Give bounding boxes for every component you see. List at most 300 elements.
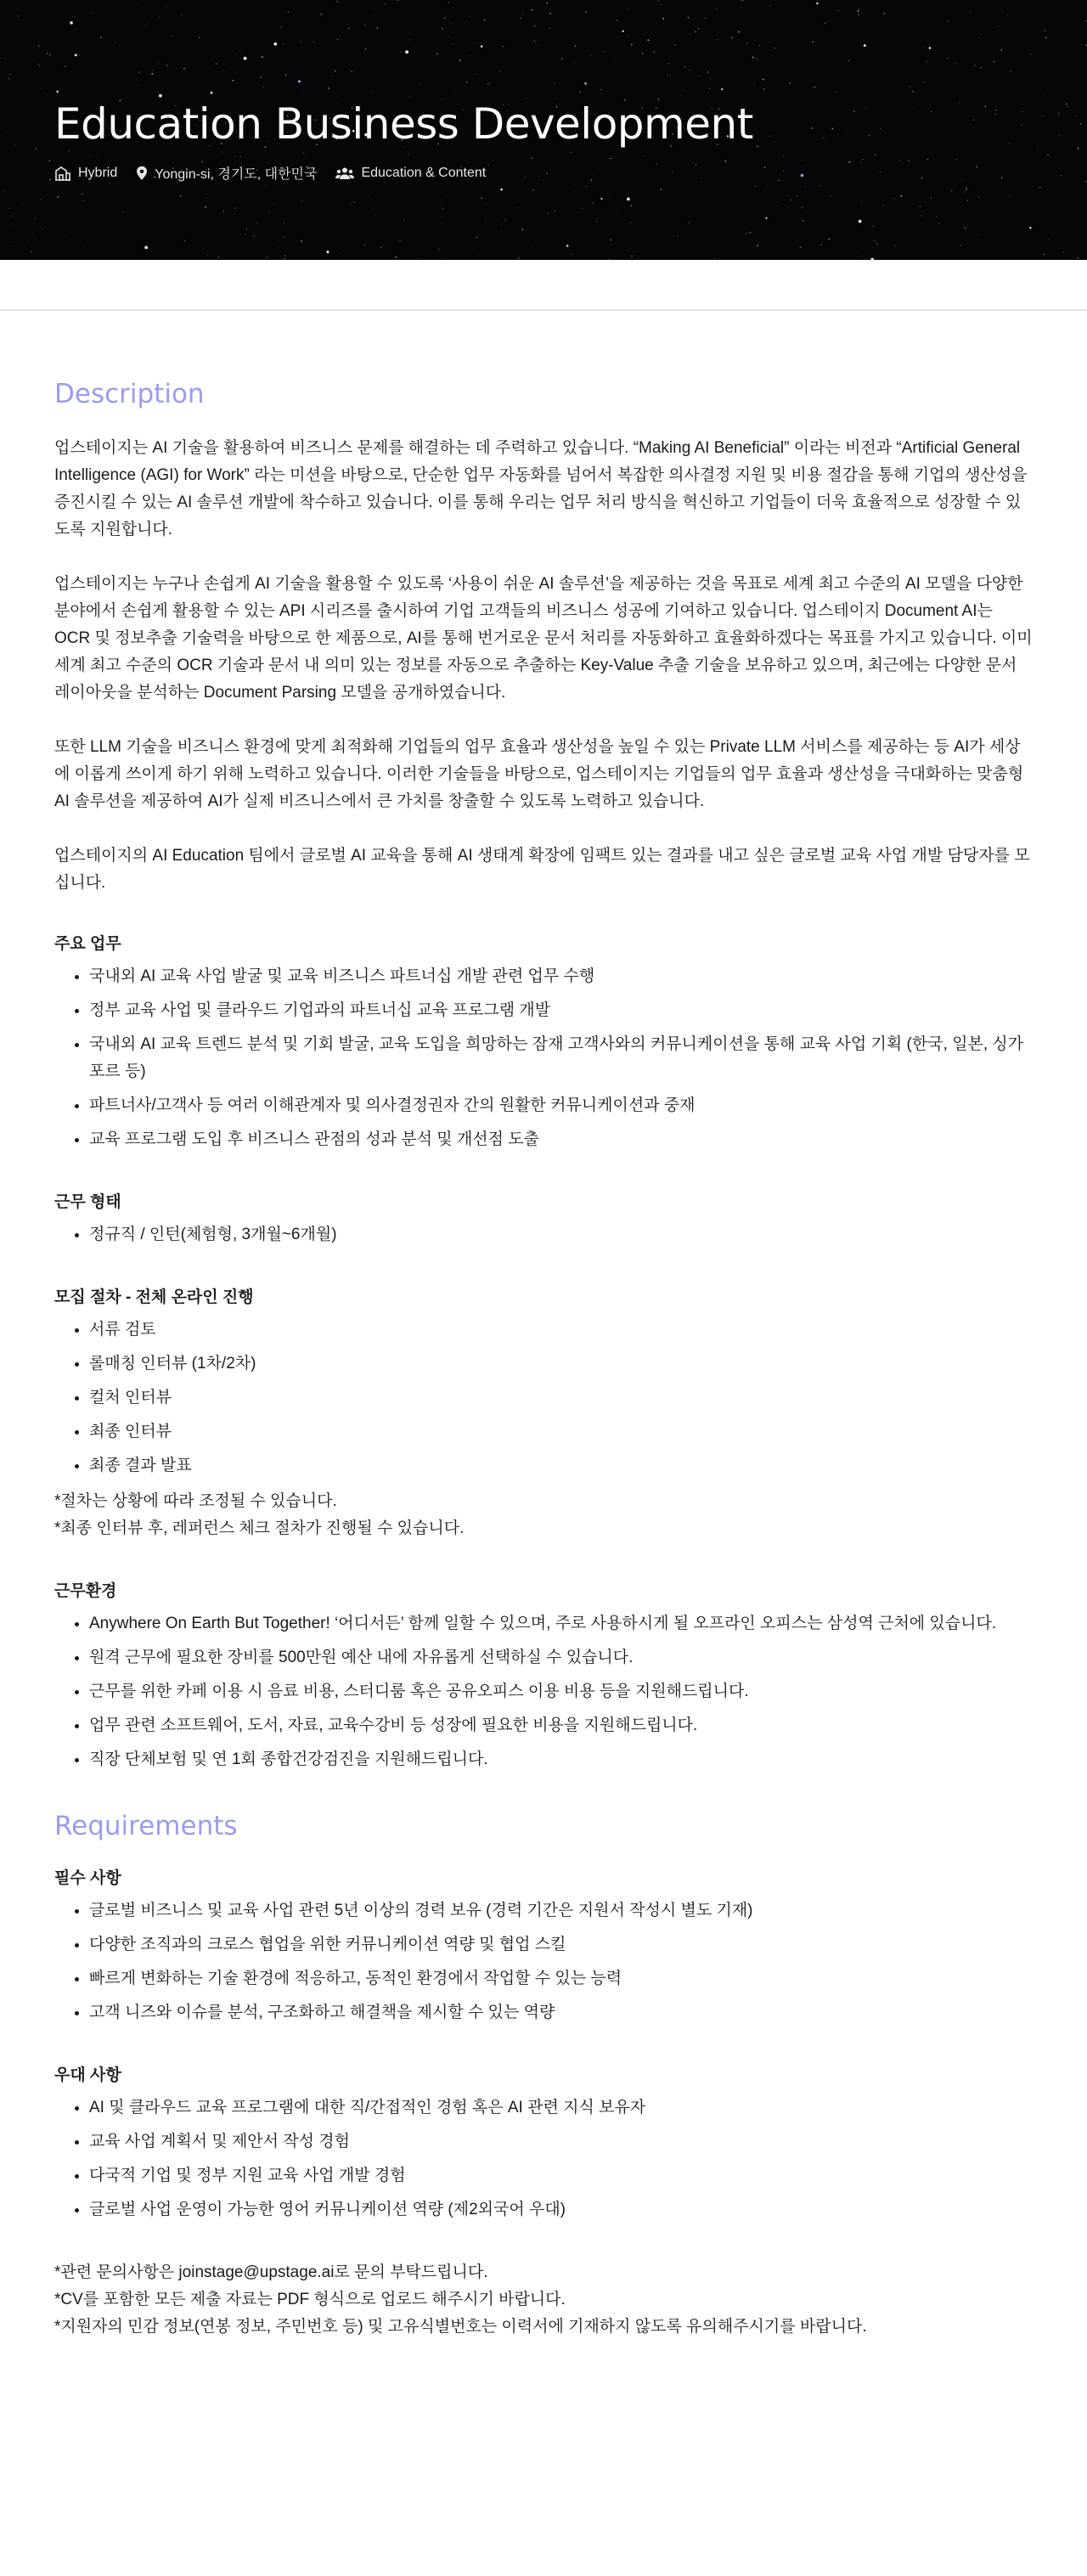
star <box>1009 196 1010 197</box>
star <box>262 56 263 58</box>
star <box>695 31 696 33</box>
requirements-heading: Requirements <box>54 1811 238 1841</box>
star <box>627 198 630 201</box>
star <box>927 159 929 161</box>
star <box>1043 94 1044 95</box>
star <box>654 52 655 53</box>
star <box>396 256 397 258</box>
star <box>337 38 339 40</box>
list-item: • 파트너사/고객사 등 여러 이해관계자 및 의사결정권자 간의 원활한 커뮤니케이션과 중재 <box>89 1092 1033 1119</box>
star <box>657 0 658 1</box>
list-item: • 정부 교육 사업 및 클라우드 기업과의 파트너십 교육 프로그램 개발 <box>89 997 1033 1024</box>
star <box>710 78 711 79</box>
star <box>900 195 902 197</box>
list-item: • AI 및 클라우드 교육 프로그램에 대한 직/간접적인 경험 혹은 AI 관련 지식 보유자 <box>89 2094 1033 2122</box>
star <box>714 258 715 259</box>
star <box>630 222 631 223</box>
star <box>848 60 850 62</box>
star <box>668 63 670 65</box>
star <box>765 217 767 219</box>
star <box>923 47 924 48</box>
star <box>399 240 401 242</box>
star <box>954 125 955 126</box>
star <box>49 54 51 56</box>
required-list <box>54 1897 1033 2026</box>
star <box>4 191 5 192</box>
star <box>532 246 533 247</box>
star <box>763 88 765 90</box>
star <box>814 87 815 88</box>
star <box>802 160 803 161</box>
star <box>912 91 914 93</box>
star <box>767 184 768 185</box>
star <box>501 223 502 224</box>
list-item: • 다양한 조직과의 크로스 협업을 위한 커뮤니케이션 역량 및 협업 스킬 <box>89 1931 1033 1959</box>
star <box>853 111 854 112</box>
star <box>795 142 796 143</box>
star <box>469 16 470 17</box>
star <box>870 258 874 260</box>
star <box>34 218 36 220</box>
star <box>600 198 602 200</box>
star <box>514 256 515 257</box>
description-heading: Description <box>54 379 205 409</box>
star <box>268 211 269 212</box>
description-paragraph: 업스테이지는 누구나 손쉽게 AI 기술을 활용할 수 있도록 ‘사용이 쉬운 AI 솔루션’을 제공하는 것을 목표로 세계 최고 수준의 AI 모델을 다양한 분야에서 손쉽게 활용할 수 있는 API 시리즈를 출시하여 기업 고객들의 비즈니스 성공에 기여하고 있습니다. 업스테이지 Document AI는 OCR 및 정보추출 기술력을 바탕으로 한 제품으로, AI를 통해 번거로운 문서 처리를 자동화하고 효율화하겠다는 목표를 가지고 있습니다. 이미 세계 최고 수준의 OCR 기술과 문서 내 의미 있는 정보를 자동으로 추출하는 Key-Value 추출 기술을 보유하고 있으며, 최근에는 다양한 문서 레이아웃을 분석하는 Document Parsing 모델을 공개하였습니다. <box>54 575 1033 702</box>
star <box>436 54 438 55</box>
star <box>504 220 505 221</box>
list-item: • 국내외 AI 교육 사업 발굴 및 교육 비즈니스 파트너십 개발 관련 업무 수행 <box>89 963 1033 990</box>
star <box>473 42 474 43</box>
star <box>283 43 284 44</box>
application-note: *관련 문의사항은 joinstage@upstage.ai로 문의 부탁드립니다. <box>54 2263 488 2281</box>
star <box>880 128 881 130</box>
star <box>789 82 791 84</box>
star <box>609 195 610 196</box>
star <box>144 245 148 249</box>
star <box>755 185 756 186</box>
star <box>180 195 181 196</box>
star <box>380 247 382 249</box>
star <box>151 73 153 75</box>
star <box>1058 112 1059 113</box>
star <box>575 45 576 46</box>
star <box>1077 257 1078 258</box>
star <box>230 68 231 69</box>
star <box>580 92 581 93</box>
star <box>838 10 839 11</box>
star <box>65 236 66 237</box>
star <box>336 1 338 3</box>
environment-list <box>54 1610 1033 1773</box>
star <box>600 89 601 90</box>
star <box>33 45 34 46</box>
star <box>470 55 471 56</box>
star <box>183 68 185 70</box>
star <box>364 245 366 246</box>
star <box>353 201 355 203</box>
star <box>199 37 200 38</box>
star <box>145 25 147 27</box>
star <box>418 258 419 259</box>
star <box>914 107 915 108</box>
star <box>661 189 662 190</box>
star <box>998 25 999 26</box>
star <box>266 185 267 186</box>
star <box>1045 37 1047 38</box>
star <box>875 240 876 241</box>
star <box>1044 254 1045 255</box>
star <box>487 203 488 204</box>
star <box>973 119 974 120</box>
application-note: *지원자의 민감 정보(연봉 정보, 주민번호 등) 및 고유식별번호는 이력서에 기재하지 않도록 유의해주시기를 바랍니다. <box>54 2318 867 2336</box>
star <box>1042 115 1043 116</box>
list-item: • 컬처 인터뷰 <box>89 1384 1033 1412</box>
star <box>351 70 352 72</box>
star <box>284 255 285 256</box>
star <box>49 160 51 161</box>
hero-banner <box>0 0 1087 260</box>
star <box>778 180 780 182</box>
star <box>981 67 983 69</box>
star <box>707 71 709 73</box>
star <box>364 25 366 26</box>
star <box>1059 135 1060 136</box>
star <box>245 234 246 235</box>
star <box>40 199 41 200</box>
star <box>540 201 541 202</box>
star <box>285 74 286 75</box>
header-divider-bar <box>0 260 1087 311</box>
star <box>481 45 483 48</box>
meta-workplace-label: Hybrid <box>78 165 118 180</box>
star <box>611 241 612 242</box>
description-paragraph: 또한 LLM 기술을 비즈니스 환경에 맞게 최적화해 기업들의 업무 효율과 생산성을 높일 수 있는 Private LLM 서비스를 제공하는 등 AI가 세상에 이롭게 쓰이게 하기 위해 노력하고 있습니다. 이러한 기술들을 바탕으로, 업스테이지는 기업들의 업무 효율과 생산성을 극대화하는 맞춤형 AI 솔루션을 제공하여 AI가 실제 비즈니스에서 큰 가치를 창출할 수 있도록 노력하고 있습니다. <box>54 738 1024 810</box>
star <box>783 171 784 172</box>
star <box>1039 187 1040 188</box>
star <box>453 89 454 90</box>
star <box>368 196 369 197</box>
star <box>801 174 804 178</box>
star <box>401 51 402 52</box>
meta-team <box>335 166 486 181</box>
star <box>858 9 859 11</box>
star <box>929 47 932 49</box>
star <box>622 31 624 32</box>
list-item: • 빠르게 변화하는 기술 환경에 적응하고, 동적인 환경에서 작업할 수 있는 능력 <box>89 1965 1033 1993</box>
star <box>232 80 234 82</box>
star <box>931 110 932 111</box>
star <box>8 208 9 209</box>
list-item: • 업무 관련 소프트웨어, 도서, 자료, 교육수강비 등 성장에 필요한 비용을 지원해드립니다. <box>89 1712 1033 1739</box>
process-notes <box>54 1488 1033 1542</box>
star <box>805 191 806 192</box>
star <box>451 22 452 23</box>
star <box>689 222 690 223</box>
list-item: • 고객 니즈와 이슈를 분석, 구조화하고 해결책을 제시할 수 있는 역량 <box>89 1999 1033 2026</box>
star <box>642 53 644 54</box>
star <box>566 245 568 246</box>
star <box>763 79 764 81</box>
star <box>301 200 302 201</box>
star <box>9 74 10 75</box>
star <box>1063 252 1064 253</box>
star <box>171 35 172 36</box>
star <box>534 41 536 42</box>
star <box>246 228 247 229</box>
job-meta <box>54 163 753 183</box>
star <box>75 54 77 56</box>
star <box>631 44 633 46</box>
star <box>12 216 13 217</box>
star <box>672 63 673 64</box>
star <box>849 161 851 163</box>
star <box>326 251 329 253</box>
star <box>951 190 953 192</box>
star <box>184 240 185 241</box>
list-item: • 최종 결과 발표 <box>89 1452 1033 1480</box>
star <box>661 4 662 5</box>
star <box>410 40 411 41</box>
star <box>234 208 235 209</box>
star <box>481 198 482 200</box>
list-item: • 직장 단체보험 및 연 1회 종합건강검진을 지원해드립니다. <box>89 1746 1033 1773</box>
star <box>604 51 605 52</box>
star <box>1048 239 1049 240</box>
star <box>574 191 575 192</box>
star <box>448 2 449 3</box>
star <box>157 61 158 62</box>
star <box>869 135 870 136</box>
star <box>70 21 73 25</box>
star <box>549 28 550 30</box>
process-heading: 모집 절차 - 전체 온라인 진행 <box>54 1288 254 1306</box>
star <box>260 76 262 78</box>
star <box>966 188 967 189</box>
star <box>500 189 503 191</box>
star <box>518 257 519 258</box>
meta-team-label: Education & Content <box>361 165 487 180</box>
meta-location <box>136 163 317 183</box>
star <box>974 65 976 66</box>
star <box>267 256 268 257</box>
star <box>947 20 949 22</box>
star <box>159 17 160 18</box>
star <box>573 62 574 63</box>
star <box>593 202 594 203</box>
star <box>207 255 208 256</box>
star <box>628 36 629 37</box>
star <box>857 10 859 12</box>
star <box>570 251 571 252</box>
star <box>923 217 924 218</box>
duties-list <box>54 963 1033 1153</box>
star <box>647 39 649 41</box>
star <box>31 251 32 253</box>
star <box>39 65 40 66</box>
star <box>532 189 534 191</box>
star <box>1080 123 1081 124</box>
preferred-list <box>54 2094 1033 2224</box>
star <box>1007 14 1008 15</box>
star <box>375 215 376 216</box>
duties-heading: 주요 업무 <box>54 935 121 953</box>
star <box>211 92 213 94</box>
star <box>684 66 685 67</box>
star <box>873 225 875 227</box>
star <box>978 196 979 197</box>
star <box>13 245 14 246</box>
star <box>746 42 747 43</box>
star <box>301 240 302 242</box>
star <box>548 213 549 214</box>
star <box>438 249 439 250</box>
star <box>122 211 123 212</box>
star <box>698 28 699 29</box>
star <box>47 53 48 54</box>
star <box>328 87 329 89</box>
star <box>1078 148 1079 149</box>
star <box>753 83 754 84</box>
star <box>812 127 813 128</box>
star <box>1058 114 1059 115</box>
star <box>617 213 618 214</box>
star <box>836 91 837 93</box>
star <box>786 80 787 81</box>
list-item: • 근무를 위한 카페 이용 시 음료 비용, 스터디룸 혹은 공유오피스 이용 비용 등을 지원해드립니다. <box>89 1678 1033 1705</box>
list-item: • 국내외 AI 교육 트렌드 분석 및 기회 발굴, 교육 도입을 희망하는 잠재 고객사와의 커뮤니케이션을 통해 교육 사업 기획 (한국, 일본, 싱가포르 등) <box>89 1031 1033 1085</box>
star <box>596 221 597 222</box>
star <box>82 200 83 201</box>
description-paragraph: 업스테이지는 AI 기술을 활용하여 비즈니스 문제를 해결하는 데 주력하고 있습니다. “Making AI Beneficial” 이라는 비전과 “Artificial General Intelligence (AGI) for Work” 라는 미션을 바탕으로, 단순한 업무 자동화를 넘어서 복잡한 의사결정 지원 및 비용 절감을 통해 기업의 생산성을 증진시킬 수 있는 AI 솔루션 개발에 착수하고 있습니다. 이를 통해 우리는 업무 처리 방식을 혁신하고 기업들이 더욱 효율적으로 성장할 수 있도록 지원합니다. <box>54 439 1028 538</box>
star <box>365 48 367 50</box>
list-item: • 교육 사업 계획서 및 제안서 작성 경험 <box>89 2128 1033 2156</box>
star <box>537 45 538 46</box>
star <box>859 220 862 223</box>
star <box>522 13 523 14</box>
star <box>1021 124 1022 125</box>
star <box>931 198 932 199</box>
star <box>138 71 139 72</box>
star <box>56 91 58 93</box>
star <box>459 59 460 60</box>
star <box>598 87 599 88</box>
star <box>584 82 587 85</box>
star <box>348 28 350 30</box>
star <box>1001 49 1003 51</box>
star <box>625 78 626 79</box>
star <box>750 232 751 233</box>
star <box>741 0 743 1</box>
star <box>738 31 740 33</box>
star <box>590 55 591 56</box>
star <box>120 45 121 46</box>
star <box>864 44 866 47</box>
star <box>966 200 968 201</box>
list-item: • Anywhere On Earth But Together! ‘어디서든’ 함께 일할 수 있으며, 주로 사용하시게 될 오프라인 오피스는 삼성역 근처에 있습니다. <box>89 1610 1033 1637</box>
star <box>444 18 446 20</box>
star <box>667 74 668 75</box>
star <box>300 41 301 42</box>
star <box>384 3 385 4</box>
star <box>22 203 23 204</box>
star <box>829 239 831 240</box>
building-icon <box>54 166 71 181</box>
star <box>994 61 995 63</box>
application-note: *CV를 포함한 모든 제출 자료는 PDF 형식으로 업로드 해주시기 바랍니다. <box>54 2291 566 2308</box>
star <box>956 159 957 160</box>
star <box>376 28 377 29</box>
star <box>909 86 910 87</box>
star <box>244 57 247 60</box>
star <box>502 46 503 47</box>
star <box>35 148 36 149</box>
process-list <box>54 1316 1033 1480</box>
hero-content <box>54 95 753 183</box>
star <box>938 223 939 224</box>
star <box>662 18 664 20</box>
star <box>1009 143 1010 144</box>
list-item: • 롤매칭 인터뷰 (1차/2차) <box>89 1350 1033 1378</box>
star <box>816 3 818 4</box>
star <box>84 247 85 248</box>
star <box>756 58 757 59</box>
star <box>961 180 962 181</box>
star <box>18 16 19 17</box>
employment-heading: 근무 형태 <box>54 1193 121 1211</box>
star <box>862 159 863 160</box>
star <box>298 80 301 82</box>
location-pin-icon <box>136 166 148 181</box>
list-item: • 글로벌 사업 운영이 가능한 영어 커뮤니케이션 역량 (제2외국어 우대) <box>89 2196 1033 2224</box>
star <box>239 50 240 51</box>
star <box>616 62 617 63</box>
star <box>281 26 283 28</box>
star <box>8 78 9 79</box>
star <box>705 18 707 20</box>
star <box>933 165 934 166</box>
star <box>11 225 12 226</box>
star <box>518 207 519 208</box>
process-note: *최종 인터뷰 후, 레퍼런스 체크 절차가 진행될 수 있습니다. <box>54 1519 465 1537</box>
star <box>321 14 323 15</box>
star <box>846 132 847 133</box>
star <box>218 256 219 257</box>
star <box>608 259 609 260</box>
star <box>38 45 40 47</box>
star <box>920 206 921 207</box>
list-item: • 원격 근무에 필요한 장비를 500만원 예산 내에 자유롭게 선택하실 수 있습니다. <box>89 1644 1033 1671</box>
star <box>800 246 802 248</box>
star <box>281 210 282 211</box>
star <box>476 74 477 75</box>
star <box>858 14 859 15</box>
star <box>57 196 59 198</box>
star <box>28 240 29 241</box>
star <box>1061 175 1062 176</box>
star <box>678 236 679 237</box>
star <box>860 162 861 163</box>
star <box>926 61 928 63</box>
preferred-heading: 우대 사항 <box>54 2066 121 2084</box>
star <box>819 185 820 186</box>
team-icon <box>335 166 354 180</box>
star <box>759 45 760 46</box>
required-heading: 필수 사항 <box>54 1869 121 1887</box>
star <box>970 11 971 12</box>
job-title: Education Business Development <box>54 99 753 149</box>
star <box>1047 155 1049 156</box>
